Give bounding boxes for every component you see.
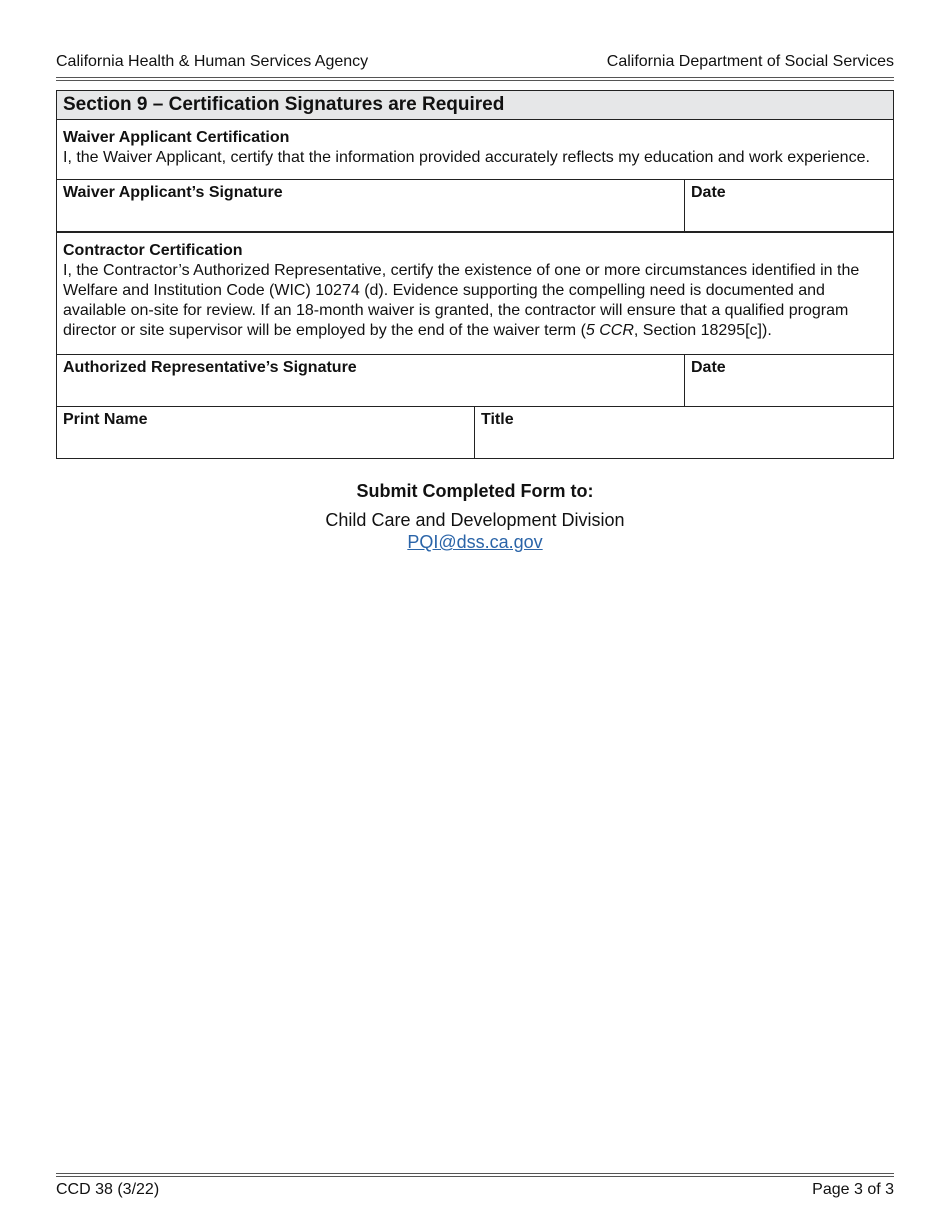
applicant-signature-label: Waiver Applicant’s Signature: [63, 184, 283, 201]
department-name: California Department of Social Services: [606, 53, 894, 70]
representative-date-field[interactable]: [685, 355, 893, 406]
form-id: CCD 38 (3/22): [56, 1181, 160, 1198]
representative-signature-label: Authorized Representative’s Signature: [63, 359, 357, 376]
applicant-certification: [57, 120, 893, 180]
submit-division: Child Care and Development Division: [325, 510, 625, 530]
submit-heading: Submit Completed Form to:: [356, 481, 594, 501]
submit-email-link[interactable]: PQI@dss.ca.gov: [407, 532, 543, 552]
submit-email-line: [0, 531, 950, 553]
page-footer: [56, 1180, 894, 1200]
print-name-label: Print Name: [63, 411, 148, 428]
contractor-certification-title: Contractor Certification: [63, 242, 243, 259]
applicant-signature-row: [57, 180, 893, 232]
page-header: [56, 52, 894, 72]
certification-form: [56, 90, 894, 459]
applicant-date-field[interactable]: [685, 180, 893, 231]
representative-signature-row: [57, 355, 893, 407]
applicant-certification-text: I, the Waiver Applicant, certify that the information provided accurately reflects my education and work experience.: [63, 149, 870, 166]
header-rule-top: [56, 77, 894, 78]
footer-rule-bottom: [56, 1176, 894, 1177]
representative-date-label: Date: [691, 359, 726, 376]
title-label: Title: [481, 411, 514, 428]
representative-signature-field[interactable]: [57, 355, 685, 406]
header-rule-bottom: [56, 80, 894, 81]
name-title-row: [57, 407, 893, 459]
print-name-field[interactable]: [57, 407, 475, 458]
footer-rule-top: [56, 1173, 894, 1174]
contractor-certification-text: I, the Contractor’s Authorized Representative, certify the existence of one or more circumstances identified in the Welfare and Institution Code (WIC) 10274 (d). Evidence supporting the compelling need is documented and available on-site for review. If an 18-month waiver is granted, the contractor will ensure that a qualified program director or site supervisor will be employed by the end of the waiver term (5 CCR, Section 18295[c]).: [63, 262, 860, 339]
applicant-date-label: Date: [691, 184, 726, 201]
contractor-certification: [57, 232, 893, 355]
title-field[interactable]: [475, 407, 893, 458]
section-title: Section 9 – Certification Signatures are Required: [57, 91, 893, 120]
agency-name: California Health & Human Services Agency: [56, 53, 369, 70]
applicant-signature-field[interactable]: [57, 180, 685, 231]
page-number: Page 3 of 3: [812, 1181, 894, 1198]
applicant-certification-title: Waiver Applicant Certification: [63, 129, 290, 146]
